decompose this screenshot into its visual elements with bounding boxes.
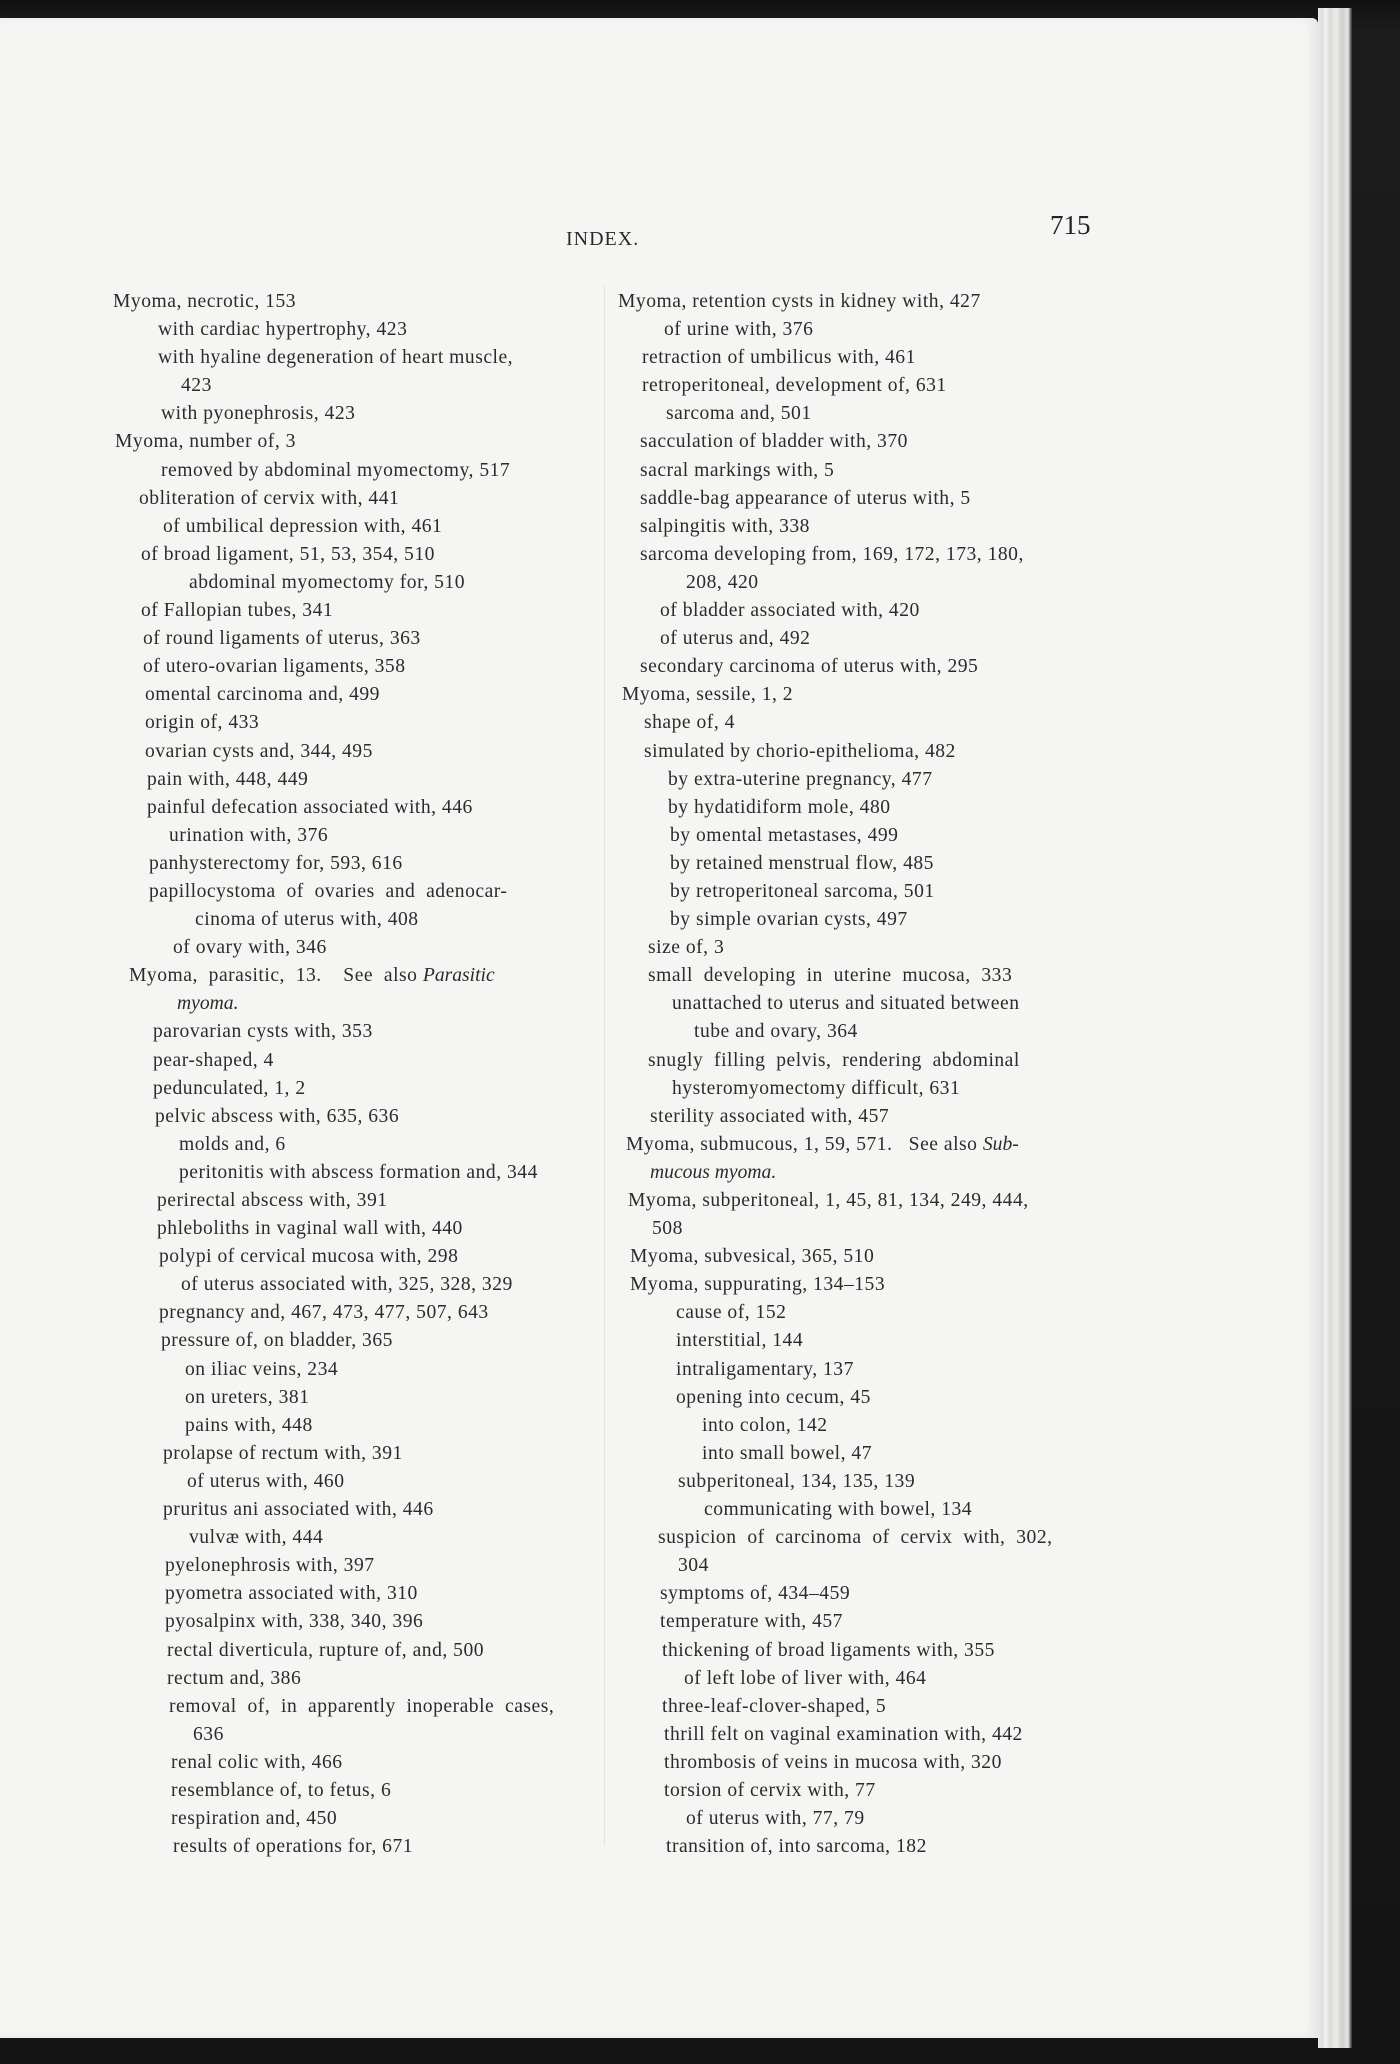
index-entry [113, 1047, 623, 1075]
index-entry [113, 990, 623, 1018]
index-entry-text: symptoms of, 434–459 [660, 1583, 851, 1605]
index-entry-text: opening into cecum, 45 [676, 1386, 871, 1408]
index-entry [618, 1468, 1138, 1496]
index-entry [113, 794, 623, 822]
index-entry [618, 1440, 1138, 1468]
index-entry [618, 1356, 1138, 1384]
index-entry-text: Myoma, suppurating, 134–153 [630, 1274, 886, 1296]
index-entry [113, 1131, 623, 1159]
index-entry-text: size of, 3 [648, 937, 725, 959]
index-entry-text: of uterus with, 460 [187, 1470, 345, 1492]
index-entry-text: respiration and, 450 [171, 1808, 338, 1830]
index-entry [618, 766, 1138, 794]
index-entry [618, 1805, 1138, 1833]
index-entry [618, 541, 1138, 569]
index-entry-text: of uterus associated with, 325, 328, 329 [181, 1274, 513, 1296]
index-entry-text: sacral markings with, 5 [640, 459, 835, 481]
index-entry-text: on ureters, 381 [185, 1386, 310, 1408]
index-entry-text: shape of, 4 [644, 712, 735, 734]
index-entry-text: molds and, 6 [179, 1133, 286, 1155]
index-entry-text: thrill felt on vaginal examination with, 442 [664, 1723, 1023, 1745]
index-entry-text: communicating with bowel, 134 [704, 1499, 973, 1521]
index-entry-text: rectum and, 386 [167, 1667, 302, 1689]
index-entry [618, 990, 1138, 1018]
index-entry-text: by simple ovarian cysts, 497 [670, 909, 908, 931]
index-cross-reference: Parasitic [422, 965, 495, 987]
index-entry [618, 1327, 1138, 1355]
index-entry [113, 934, 623, 962]
index-entry-text: by extra-uterine pregnancy, 477 [668, 768, 933, 790]
index-entry [113, 1749, 623, 1777]
index-entry-text: obliteration of cervix with, 441 [139, 487, 400, 509]
index-entry [618, 1637, 1138, 1665]
index-entry [618, 1665, 1138, 1693]
index-entry [618, 681, 1138, 709]
index-entry-text: polypi of cervical mucosa with, 298 [159, 1246, 459, 1268]
index-entry-text: peritonitis with abscess formation and, 344 [179, 1161, 538, 1183]
index-entry-text: small developing in uterine mucosa, 333 [648, 965, 1013, 987]
index-entry-text: sterility associated with, 457 [650, 1105, 890, 1127]
index-entry-text: suspicion of carcinoma of cervix with, 302, [658, 1527, 1053, 1549]
index-entry [113, 962, 623, 990]
index-entry-text: of uterus and, 492 [660, 628, 811, 650]
index-entry [113, 1833, 623, 1861]
index-cross-reference: Sub- [982, 1133, 1019, 1155]
index-entry [618, 962, 1138, 990]
index-entry-text: Myoma, sessile, 1, 2 [622, 684, 794, 706]
index-entry-text: of urine with, 376 [664, 319, 814, 341]
index-entry-text: of uterus with, 77, 79 [686, 1808, 865, 1830]
index-entry-text: with hyaline degeneration of heart muscle, [158, 347, 514, 369]
index-entry [618, 1496, 1138, 1524]
index-entry [618, 288, 1138, 316]
index-entry [618, 1608, 1138, 1636]
index-entry-text: of round ligaments of uterus, 363 [143, 628, 421, 650]
index-entry [113, 1468, 623, 1496]
index-entry-text: pyelonephrosis with, 397 [165, 1555, 375, 1577]
index-entry [618, 1721, 1138, 1749]
index-entry [113, 428, 623, 456]
index-entry [113, 1580, 623, 1608]
index-entry [618, 457, 1138, 485]
index-entry-text: Myoma, necrotic, 153 [113, 291, 297, 312]
index-entry-text: retraction of umbilicus with, 461 [642, 347, 916, 369]
index-entry [618, 1103, 1138, 1131]
index-entry-text: pain with, 448, 449 [147, 768, 309, 790]
index-entry-text: 208, 420 [686, 571, 759, 593]
index-entry [113, 1356, 623, 1384]
index-entry-text: parovarian cysts with, 353 [153, 1021, 373, 1043]
index-entry [113, 1187, 623, 1215]
index-entry [113, 1608, 623, 1636]
index-entry [618, 906, 1138, 934]
index-entry-text: transition of, into sarcoma, 182 [666, 1836, 927, 1858]
index-entry [113, 1299, 623, 1327]
index-entry [618, 1299, 1138, 1327]
index-entry-text: rectal diverticula, rupture of, and, 500 [167, 1639, 485, 1661]
index-entry-text: phleboliths in vaginal wall with, 440 [157, 1218, 463, 1240]
index-column-right [618, 288, 1138, 1861]
page-number: 715 [1050, 210, 1091, 240]
index-entry [618, 878, 1138, 906]
index-entry-text: of broad ligament, 51, 53, 354, 510 [141, 543, 435, 565]
index-entry-text: cinoma of uterus with, 408 [195, 909, 419, 931]
index-entry-text: of bladder associated with, 420 [660, 600, 920, 622]
index-entry-text: by hydatidiform mole, 480 [668, 796, 891, 818]
index-entry [113, 653, 623, 681]
index-entry [113, 1103, 623, 1131]
index-entry [618, 794, 1138, 822]
index-entry-text: torsion of cervix with, 77 [664, 1779, 876, 1801]
index-entry [113, 822, 623, 850]
index-entry-text: three-leaf-clover-shaped, 5 [662, 1695, 887, 1717]
index-entry-text: pyometra associated with, 310 [165, 1583, 418, 1605]
index-entry [113, 1552, 623, 1580]
index-entry-text: perirectal abscess with, 391 [157, 1190, 388, 1211]
index-entry-text: of left lobe of liver with, 464 [684, 1667, 927, 1689]
index-entry [618, 1693, 1138, 1721]
index-entry-text: of Fallopian tubes, 341 [141, 600, 334, 622]
index-entry-text: of umbilical depression with, 461 [163, 515, 443, 537]
index-entry-text: 304 [678, 1555, 709, 1577]
index-entry-text: of utero-ovarian ligaments, 358 [143, 656, 406, 678]
index-entry [113, 1215, 623, 1243]
index-entry [113, 372, 623, 400]
index-entry-text: pressure of, on bladder, 365 [161, 1330, 393, 1352]
index-entry [113, 906, 623, 934]
index-entry-text: with pyonephrosis, 423 [161, 403, 356, 425]
index-entry [618, 316, 1138, 344]
index-entry-text: pruritus ani associated with, 446 [163, 1499, 434, 1521]
page-edge [1318, 8, 1352, 2048]
index-entry [113, 850, 623, 878]
index-entry [618, 1833, 1138, 1861]
index-entry-text: Myoma, number of, 3 [115, 431, 296, 453]
index-entry [618, 485, 1138, 513]
index-entry-text: retroperitoneal, development of, 631 [642, 375, 947, 397]
index-entry-text: intraligamentary, 137 [676, 1358, 854, 1380]
index-entry [618, 597, 1138, 625]
index-entry-text: cause of, 152 [676, 1302, 787, 1324]
index-entry [113, 1159, 623, 1187]
index-entry [113, 1777, 623, 1805]
index-entry-text: Myoma, submucous, 1, 59, 571. See also [626, 1133, 983, 1155]
index-entry [618, 653, 1138, 681]
index-entry-text: sacculation of bladder with, 370 [640, 431, 908, 453]
index-entry [618, 1131, 1138, 1159]
index-entry-text: Myoma, subvesical, 365, 510 [630, 1246, 875, 1268]
index-entry-text: removed by abdominal myomectomy, 517 [161, 459, 511, 481]
index-entry [113, 1805, 623, 1833]
index-entry [618, 1047, 1138, 1075]
index-entry [113, 1721, 623, 1749]
index-entry-text: vulvæ with, 444 [189, 1527, 324, 1549]
index-entry [113, 316, 623, 344]
index-entry [618, 344, 1138, 372]
index-entry-text: Myoma, parasitic, 13. See also [129, 965, 423, 987]
index-entry [113, 1018, 623, 1046]
index-entry [618, 934, 1138, 962]
index-entry [113, 1693, 623, 1721]
index-entry [618, 1384, 1138, 1412]
index-entry [618, 400, 1138, 428]
index-cross-reference: mucous myoma. [650, 1161, 777, 1183]
index-entry [113, 1075, 623, 1103]
index-entry-text: panhysterectomy for, 593, 616 [149, 852, 403, 874]
index-entry [618, 1243, 1138, 1271]
index-entry [618, 1552, 1138, 1580]
index-entry [113, 1665, 623, 1693]
index-cross-reference: myoma. [177, 993, 239, 1015]
index-entry-text: simulated by chorio-epithelioma, 482 [644, 740, 956, 762]
index-entry [113, 513, 623, 541]
index-entry-text: pear-shaped, 4 [153, 1049, 274, 1071]
index-entry [113, 1412, 623, 1440]
index-entry [113, 1384, 623, 1412]
index-entry-text: omental carcinoma and, 499 [145, 684, 380, 706]
index-entry [618, 1215, 1138, 1243]
index-entry [113, 1496, 623, 1524]
index-entry-text: 636 [193, 1723, 224, 1745]
index-entry [618, 1777, 1138, 1805]
index-entry-text: 423 [181, 375, 212, 397]
index-entry [618, 850, 1138, 878]
index-entry [113, 288, 623, 316]
index-entry-text: 508 [652, 1218, 683, 1240]
index-entry-text: pregnancy and, 467, 473, 477, 507, 643 [159, 1302, 489, 1324]
index-entry [618, 822, 1138, 850]
index-entry-text: subperitoneal, 134, 135, 139 [678, 1470, 916, 1492]
index-entry [113, 597, 623, 625]
index-entry-text: pyosalpinx with, 338, 340, 396 [165, 1611, 424, 1633]
index-entry [113, 457, 623, 485]
index-entry [113, 1271, 623, 1299]
index-entry [113, 1440, 623, 1468]
index-entry-text: by retroperitoneal sarcoma, 501 [670, 880, 935, 902]
index-entry-text: of ovary with, 346 [173, 937, 327, 959]
index-entry [618, 428, 1138, 456]
index-entry-text: into small bowel, 47 [702, 1442, 873, 1464]
index-entry-text: Myoma, subperitoneal, 1, 45, 81, 134, 249, 444, [628, 1190, 1029, 1211]
index-entry-text: on iliac veins, 234 [185, 1358, 339, 1380]
index-entry [618, 1159, 1138, 1187]
index-entry [113, 766, 623, 794]
index-entry-text: removal of, in apparently inoperable cases, [169, 1695, 555, 1717]
index-entry [618, 1271, 1138, 1299]
index-entry-text: pedunculated, 1, 2 [153, 1077, 306, 1099]
index-entry [113, 541, 623, 569]
index-entry [113, 485, 623, 513]
index-entry [618, 372, 1138, 400]
index-entry-text: pains with, 448 [185, 1414, 313, 1436]
index-entry [618, 1749, 1138, 1777]
index-entry-text: urination with, 376 [169, 824, 329, 846]
index-entry-text: papillocystoma of ovaries and adenocar- [149, 880, 508, 902]
index-entry-text: sarcoma and, 501 [666, 403, 812, 425]
book-page [0, 18, 1318, 2038]
index-entry-text: snugly filling pelvis, rendering abdominal [648, 1049, 1020, 1071]
index-entry [113, 400, 623, 428]
index-entry [113, 625, 623, 653]
index-entry-text: resemblance of, to fetus, 6 [171, 1779, 392, 1801]
index-entry [113, 738, 623, 766]
index-entry-text: temperature with, 457 [660, 1611, 843, 1633]
index-entry-text: saddle-bag appearance of uterus with, 5 [640, 487, 971, 509]
index-entry-text: into colon, 142 [702, 1414, 828, 1436]
index-entry-text: prolapse of rectum with, 391 [163, 1442, 403, 1464]
index-column-left [113, 288, 623, 1861]
index-entry-text: painful defecation associated with, 446 [147, 796, 473, 818]
index-entry [113, 1243, 623, 1271]
index-entry-text: unattached to uterus and situated between [672, 993, 1020, 1015]
index-entry-text: interstitial, 144 [676, 1330, 804, 1352]
index-entry-text: abdominal myomectomy for, 510 [189, 571, 466, 593]
index-entry [618, 1075, 1138, 1103]
index-entry [618, 1580, 1138, 1608]
index-entry-text: thickening of broad ligaments with, 355 [662, 1639, 995, 1661]
index-entry [113, 1327, 623, 1355]
index-entry [113, 1524, 623, 1552]
index-entry-text: hysteromyomectomy difficult, 631 [672, 1077, 961, 1099]
index-entry-text: tube and ovary, 364 [694, 1021, 858, 1043]
index-entry [113, 681, 623, 709]
index-entry [618, 513, 1138, 541]
index-entry [618, 1187, 1138, 1215]
index-entry [618, 709, 1138, 737]
index-entry [618, 625, 1138, 653]
index-entry-text: thrombosis of veins in mucosa with, 320 [664, 1751, 1002, 1773]
index-entry-text: renal colic with, 466 [171, 1751, 343, 1773]
index-entry [618, 1412, 1138, 1440]
index-entry-text: salpingitis with, 338 [640, 515, 810, 537]
index-entry-text: sarcoma developing from, 169, 172, 173, 180, [640, 543, 1024, 565]
index-entry [618, 1524, 1138, 1552]
index-entry [113, 344, 623, 372]
index-entry-text: by omental metastases, 499 [670, 824, 899, 846]
index-entry [113, 709, 623, 737]
index-entry-text: pelvic abscess with, 635, 636 [155, 1105, 400, 1127]
index-entry [618, 1018, 1138, 1046]
index-entry [618, 738, 1138, 766]
index-entry [113, 1637, 623, 1665]
index-entry-text: with cardiac hypertrophy, 423 [158, 319, 408, 341]
index-entry-text: origin of, 433 [145, 712, 260, 734]
index-entry [113, 569, 623, 597]
index-entry-text: ovarian cysts and, 344, 495 [145, 740, 373, 762]
index-entry-text: results of operations for, 671 [173, 1836, 414, 1858]
index-entry-text: by retained menstrual flow, 485 [670, 852, 934, 874]
index-entry [113, 878, 623, 906]
index-entry [618, 569, 1138, 597]
running-header: INDEX. [566, 228, 640, 250]
index-entry-text: secondary carcinoma of uterus with, 295 [640, 656, 979, 678]
index-entry-text: Myoma, retention cysts in kidney with, 427 [618, 291, 981, 312]
